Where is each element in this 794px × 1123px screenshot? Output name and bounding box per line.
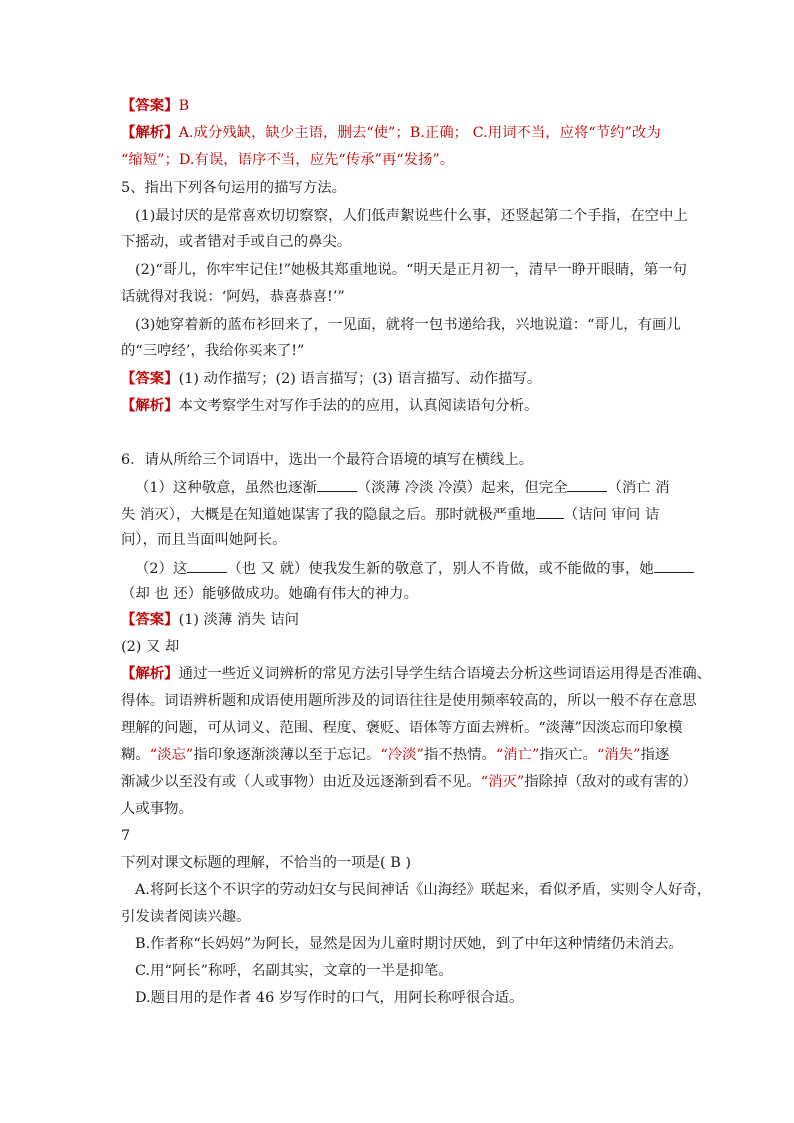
q6-title: 6．请从所给三个词语中，选出一个最符合语境的填写在横线上。 — [121, 452, 534, 468]
q6-para2-line1 — [135, 557, 695, 577]
q6-analysis-line3: 理解的问题，可从词义、范围、程度、褒贬、语体等方面去辨析。“淡薄”因淡忘而印象模 — [121, 720, 683, 736]
q6-text: （2）这 — [135, 561, 188, 577]
analysis-text: 通过一些近义词辨析的常见方法引导学生结合语境去分析这些词语运用得是否准确、 — [178, 666, 712, 682]
q6-text: （1）这种敬意，虽然也逐渐 — [135, 480, 317, 496]
q5-sentence3-line2: 的“三哼经’，我给你买来了!” — [121, 343, 305, 359]
highlight-term: “淡忘” — [149, 747, 194, 763]
q4-analysis-line2 — [121, 150, 681, 170]
q5-sentence3-line1: (3)她穿着新的蓝布衫回来了，一见面，就将一包书递给我，兴地说道：“哥儿，有画儿 — [135, 317, 681, 333]
highlight-term: “消灭” — [480, 774, 525, 790]
q7-option-a-line2: 引发读者阅读兴趣。 — [121, 909, 251, 925]
q6-analysis-line5 — [121, 772, 697, 792]
q6-text: 指不热情。 — [423, 747, 496, 763]
q6-text: （也 又 就）使我发生新的敬意了，别人不肯做，或不能做的事，她 — [227, 561, 654, 577]
q7-number: 7 — [121, 828, 131, 844]
q7-option-c: C.用“阿长”称呼，名副其实，文章的一半是抑笔。 — [135, 963, 453, 979]
q6-analysis-line4 — [121, 745, 681, 765]
analysis-tag: 【解析】 — [121, 397, 179, 414]
answer-tag: 【答案】 — [121, 97, 179, 114]
answer-tag: 【答案】 — [121, 611, 179, 628]
q7-stem: 下列对课文标题的理解，不恰当的一项是( B ) — [121, 855, 411, 871]
q6-text: 渐减少以至没有或（人或事物）由近及远逐渐到看不见。 — [121, 774, 481, 790]
blank-line — [654, 557, 694, 573]
q6-text: 失 消灭），大概是在知道她谋害了我的隐鼠之后。那时就极严重地 — [121, 507, 536, 523]
answer-tag: 【答案】 — [121, 370, 179, 387]
q6-text: 糊。 — [121, 747, 150, 763]
q6-text: （消亡 消 — [607, 480, 670, 496]
blank-line — [187, 557, 227, 573]
q4-analysis-line1 — [121, 123, 681, 143]
q7-option-b: B.作者称“长妈妈”为阿长，显然是因为儿童时期讨厌她，到了中年这种情绪仍未消去。 — [135, 936, 683, 952]
q6-answer-1 — [121, 610, 681, 630]
q7-option-a-line1: A.将阿长这个不识字的劳动妇女与民间神话《山海经》联起来，看似矛盾，实则令人好奇， — [135, 882, 712, 898]
q5-sentence2-line1: (2)“哥儿，你牢牢记住!”她极其郑重地说。“明天是正月初一，清早一睁开眼睛，第一句 — [135, 262, 687, 278]
q6-text: （诘问 审问 诘 — [563, 507, 660, 523]
highlight-term: “消失” — [596, 747, 641, 763]
analysis-text: 本文考察学生对写作手法的的应用，认真阅读语句分析。 — [178, 398, 539, 414]
q5-answer — [121, 369, 681, 389]
answer-value: B — [178, 98, 190, 114]
q6-text: 指除掉（敌对的或有害的） — [524, 774, 697, 790]
q6-analysis-line1 — [121, 664, 712, 684]
q4-answer — [121, 96, 681, 116]
q7-option-d: D.题目用的是作者 46 岁写作时的口气，用阿长称呼很合适。 — [135, 990, 524, 1006]
highlight-term: “消亡” — [495, 747, 540, 763]
analysis-text: A.成分残缺，缺少主语，删去“使”；B.正确； C.用词不当，应将“节约”改为 — [178, 125, 661, 141]
q6-text: （淡薄 冷淡 冷漠）起来，但完全 — [356, 480, 568, 496]
q5-analysis — [121, 396, 681, 416]
q6-para1-line1 — [135, 476, 695, 496]
q6-text: 指灭亡。 — [539, 747, 597, 763]
analysis-tag: 【解析】 — [121, 124, 179, 141]
q5-sentence1-line2: 下摇动，或者错对手或自己的鼻尖。 — [121, 234, 352, 250]
blank-line — [567, 476, 607, 492]
highlight-term: “冷淡” — [380, 747, 424, 763]
blank-line — [536, 503, 564, 519]
answer-text: (1) 动作描写；(2) 语言描写；(3) 语言描写、动作描写。 — [178, 371, 542, 387]
q6-para1-line3: 问），而且当面叫她阿长。 — [121, 532, 287, 548]
q5-sentence2-line2: 话就得对我说：‘阿妈，恭喜恭喜!’” — [121, 289, 345, 305]
blank-line — [317, 476, 357, 492]
analysis-tag: 【解析】 — [121, 665, 179, 682]
q6-para1-line2 — [121, 503, 681, 523]
q6-para2-line2: （却 也 还）能够做成功。她确有伟大的神力。 — [121, 586, 418, 602]
analysis-text: “缩短”；D.有误，语序不当，应先“传承”再“发扬”。 — [121, 152, 455, 168]
answer-text: (1) 淡薄 消失 诘问 — [178, 612, 300, 628]
q6-analysis-line2: 得体。词语辨析题和成语使用题所涉及的词语往往是使用频率较高的，所以一般不存在意思 — [121, 693, 697, 709]
q6-analysis-line6: 人或事物。 — [121, 801, 193, 817]
q6-text: 指逐 — [640, 747, 670, 763]
q5-sentence1-line1: (1)最讨厌的是常喜欢切切察察，人们低声絮说些什么事，还竖起第二个手指，在空中上 — [135, 208, 688, 224]
q5-title: 5、指出下列各句运用的描写方法。 — [121, 180, 347, 196]
q6-answer-2: (2) 又 却 — [121, 639, 180, 655]
q6-text: 指印象逐渐淡薄以至于忘记。 — [193, 747, 381, 763]
